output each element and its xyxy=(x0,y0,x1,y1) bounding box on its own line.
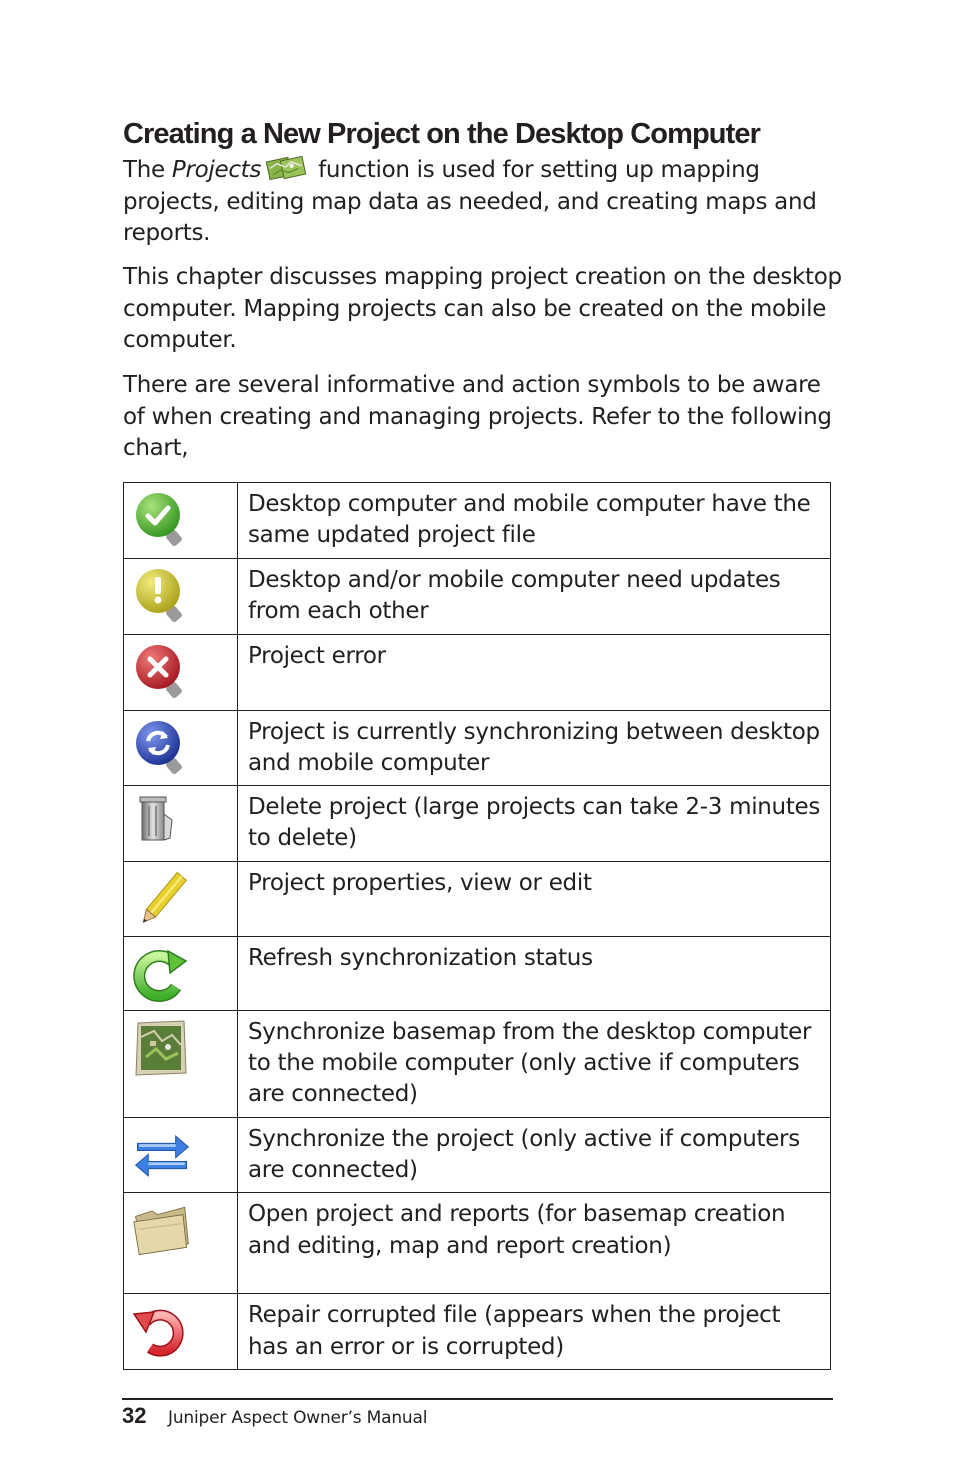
symbol-description: Delete project (large projects can take 2-3 minutes to delete) xyxy=(238,786,831,862)
pencil-icon xyxy=(132,868,192,932)
icon-cell xyxy=(124,710,238,786)
intro-text-before: The xyxy=(123,157,172,183)
blue-sync-arrows-icon xyxy=(132,1124,192,1188)
page-number: 32 xyxy=(122,1403,147,1428)
icon-cell xyxy=(124,1010,238,1117)
intro-paragraph xyxy=(123,153,843,250)
table-row xyxy=(124,710,831,786)
projects-emphasis: Projects xyxy=(171,157,262,183)
symbol-description: Synchronize the project (only active if computers are connected) xyxy=(238,1117,831,1193)
table-row xyxy=(124,634,831,710)
icon-cell xyxy=(124,559,238,635)
green-check-bulb-icon xyxy=(132,489,192,553)
table-row xyxy=(124,1010,831,1117)
table-row xyxy=(124,1193,831,1294)
yellow-exclamation-bulb-icon xyxy=(132,565,192,629)
icon-cell xyxy=(124,1117,238,1193)
page-title: Creating a New Project on the Desktop Computer xyxy=(123,118,760,150)
icon-cell xyxy=(124,1193,238,1294)
icon-cell xyxy=(124,1294,238,1370)
manual-title: Juniper Aspect Owner’s Manual xyxy=(168,1408,428,1428)
projects-map-icon xyxy=(262,153,310,183)
basemap-icon xyxy=(132,1017,192,1081)
red-repair-arrow-icon xyxy=(132,1300,192,1364)
intro-text-after: function is used for setting up mapping projects, editing map data as needed, and creating maps and reports. xyxy=(123,157,817,246)
symbol-description: Project is currently synchronizing between desktop and mobile computer xyxy=(238,710,831,786)
symbol-description: Project properties, view or edit xyxy=(238,861,831,936)
symbols-table xyxy=(123,482,831,1370)
table-row xyxy=(124,483,831,559)
symbol-description: Desktop and/or mobile computer need updates from each other xyxy=(238,559,831,635)
icon-cell xyxy=(124,786,238,862)
table-row xyxy=(124,1117,831,1193)
chapter-paragraph: This chapter discusses mapping project creation on the desktop computer. Mapping projects can also be created on the mobile computer. xyxy=(123,264,842,353)
trash-can-icon xyxy=(132,792,192,856)
symbol-description: Project error xyxy=(238,634,831,710)
table-row xyxy=(124,786,831,862)
table-row xyxy=(124,1294,831,1370)
icon-cell xyxy=(124,936,238,1010)
symbol-description: Refresh synchronization status xyxy=(238,936,831,1010)
green-refresh-arrow-icon xyxy=(132,943,192,1007)
icon-cell xyxy=(124,861,238,936)
table-row xyxy=(124,861,831,936)
symbol-description: Synchronize basemap from the desktop computer to the mobile computer (only active if computers are connected) xyxy=(238,1010,831,1117)
symbols-paragraph: There are several informative and action symbols to be aware of when creating and managing projects. Refer to the following chart, xyxy=(123,372,832,461)
open-folder-icon xyxy=(132,1199,192,1263)
blue-sync-bulb-icon xyxy=(132,717,192,781)
symbol-description: Desktop computer and mobile computer have the same updated project file xyxy=(238,483,831,559)
symbol-description: Open project and reports (for basemap creation and editing, map and report creation) xyxy=(238,1193,831,1294)
table-row xyxy=(124,936,831,1010)
table-row xyxy=(124,559,831,635)
footer-rule xyxy=(122,1398,833,1400)
red-x-bulb-icon xyxy=(132,641,192,705)
icon-cell xyxy=(124,483,238,559)
symbol-description: Repair corrupted file (appears when the project has an error or is corrupted) xyxy=(238,1294,831,1370)
icon-cell xyxy=(124,634,238,710)
